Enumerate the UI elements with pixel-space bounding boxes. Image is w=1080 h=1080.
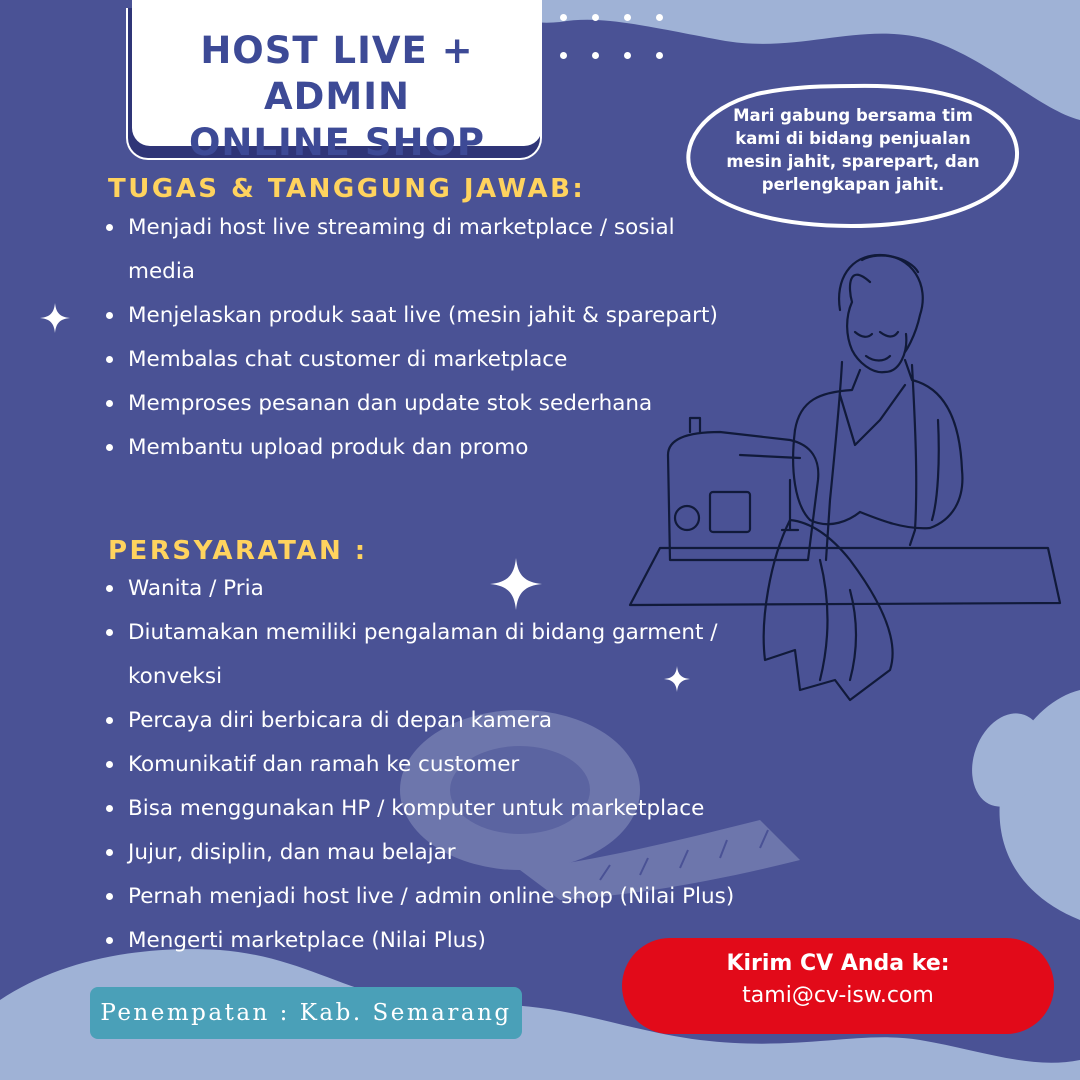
cv-email-link[interactable]: tami@cv-isw.com — [742, 983, 934, 1008]
list-item: Jujur, disiplin, dan mau belajar — [104, 831, 784, 875]
list-item: Membalas chat customer di marketplace — [104, 338, 724, 382]
list-item: Komunikatif dan ramah ke customer — [104, 743, 784, 787]
list-item: Bisa menggunakan HP / komputer untuk marketplace — [104, 787, 784, 831]
title-line-2: ONLINE SHOP — [188, 121, 486, 164]
list-item: Mengerti marketplace (Nilai Plus) — [104, 919, 784, 963]
title-card — [132, 0, 542, 164]
invitation-bubble — [683, 80, 1023, 230]
dots-decoration — [560, 14, 670, 64]
placement-badge — [90, 987, 522, 1039]
list-item: Pernah menjadi host live / admin online shop (Nilai Plus) — [104, 875, 784, 919]
list-item: Wanita / Pria — [104, 567, 784, 611]
requirements-heading: PERSYARATAN : — [108, 536, 368, 566]
list-item: Memproses pesanan dan update stok sederhana — [104, 382, 724, 426]
send-cv-box — [622, 938, 1054, 1034]
list-item: Membantu upload produk dan promo — [104, 426, 724, 470]
sparkle-icon — [40, 303, 70, 333]
placement-label: Penempatan : Kab. Semarang — [100, 1000, 512, 1026]
list-item: Percaya diri berbicara di depan kamera — [104, 699, 784, 743]
sparkle-icon — [490, 558, 542, 610]
duties-heading: TUGAS & TANGGUNG JAWAB: — [108, 174, 586, 204]
list-item: Menjadi host live streaming di marketplace / sosial media — [104, 206, 724, 294]
list-item: Diutamakan memiliki pengalaman di bidang garment / konveksi — [104, 611, 784, 699]
requirements-list — [104, 567, 784, 963]
bubble-text: Mari gabung bersama tim kami di bidang penjualan mesin jahit, sparepart, dan perlengkapan jahit. — [726, 106, 980, 194]
list-item: Menjelaskan produk saat live (mesin jahit & sparepart) — [104, 294, 724, 338]
duties-list — [104, 206, 724, 470]
cv-title: Kirim CV Anda ke: — [726, 951, 950, 976]
title-line-1: HOST LIVE + ADMIN — [200, 29, 474, 118]
title-box — [116, 0, 544, 164]
sparkle-icon — [664, 666, 690, 692]
